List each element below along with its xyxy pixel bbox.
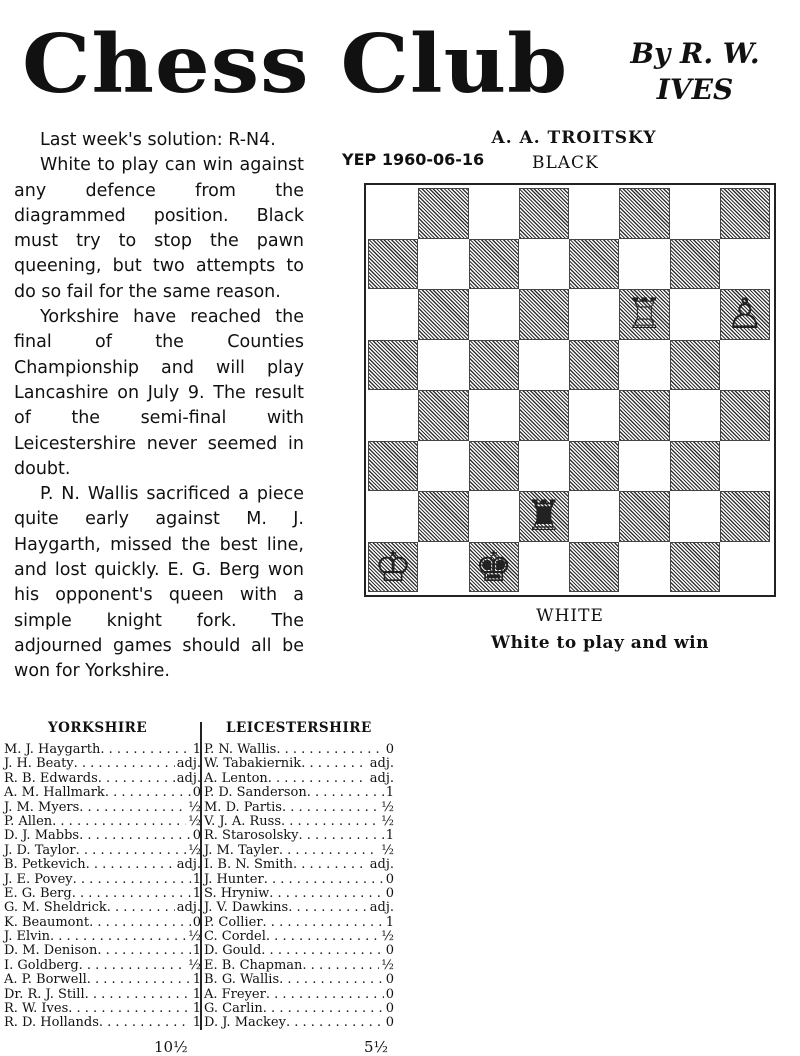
board-square bbox=[469, 441, 519, 492]
article-paragraph: P. N. Wallis sacrificed a piece quite early against M. J. Haygarth, missed the best line, and lost quickly. E. G. Berg won his opponent's queen with a simple knight fork. The adjourned games should all be won for Yorkshire. bbox=[14, 484, 304, 682]
board-square bbox=[619, 239, 669, 290]
leader-dots bbox=[79, 801, 186, 815]
result-row bbox=[4, 873, 201, 887]
board-square bbox=[720, 289, 770, 340]
player-score: 0 bbox=[385, 871, 394, 887]
leader-dots bbox=[72, 887, 191, 901]
board-square bbox=[368, 188, 418, 239]
byline bbox=[600, 36, 790, 108]
board-square bbox=[569, 340, 619, 391]
board-square bbox=[368, 390, 418, 441]
board-square bbox=[469, 390, 519, 441]
leader-dots bbox=[279, 973, 384, 987]
result-row bbox=[204, 1016, 394, 1030]
board-square bbox=[569, 441, 619, 492]
result-row bbox=[4, 858, 201, 872]
result-row bbox=[4, 901, 201, 915]
player-name: C. Cordel bbox=[204, 929, 266, 945]
board-square bbox=[519, 239, 569, 290]
player-name: J. M. Tayler bbox=[204, 842, 279, 858]
player-name: J. D. Taylor bbox=[4, 842, 76, 858]
leader-dots bbox=[100, 743, 190, 757]
result-row bbox=[204, 844, 394, 858]
player-name: J. Elvin bbox=[4, 929, 50, 945]
right-team-heading: LEICESTERSHIRE bbox=[226, 720, 372, 736]
result-row bbox=[204, 801, 394, 815]
player-score: adj. bbox=[176, 756, 201, 772]
result-row bbox=[4, 1016, 201, 1030]
result-row bbox=[204, 772, 394, 786]
leader-dots bbox=[264, 873, 384, 887]
board-square bbox=[720, 239, 770, 290]
board-square bbox=[469, 340, 519, 391]
board-square bbox=[418, 289, 468, 340]
result-row bbox=[204, 973, 394, 987]
result-row bbox=[204, 815, 394, 829]
player-name: K. Beaumont bbox=[4, 914, 90, 930]
result-row bbox=[4, 988, 201, 1002]
black-rook-icon: ♜ bbox=[525, 491, 563, 541]
result-row bbox=[204, 829, 394, 843]
result-row bbox=[4, 1002, 201, 1016]
column-article bbox=[14, 128, 304, 685]
board-square bbox=[670, 542, 720, 593]
leader-dots bbox=[85, 988, 191, 1002]
result-row bbox=[4, 959, 201, 973]
player-name: R. B. Edwards bbox=[4, 770, 98, 786]
result-row bbox=[4, 916, 201, 930]
leader-dots bbox=[68, 1002, 190, 1016]
board-square bbox=[418, 491, 468, 542]
leader-dots bbox=[268, 772, 368, 786]
player-score: adj. bbox=[176, 857, 201, 873]
player-name: J. V. Dawkins bbox=[204, 900, 289, 916]
board-square bbox=[569, 542, 619, 593]
leader-dots bbox=[52, 815, 186, 829]
player-name: J. Hunter bbox=[204, 871, 264, 887]
board-square bbox=[670, 239, 720, 290]
board-square bbox=[619, 441, 669, 492]
board-square bbox=[368, 441, 418, 492]
player-name: R. W. Ives bbox=[4, 1001, 69, 1017]
white-side-label: WHITE bbox=[536, 606, 604, 626]
player-name: M. J. Haygarth bbox=[4, 742, 101, 757]
board-square bbox=[418, 340, 468, 391]
result-row bbox=[4, 930, 201, 944]
player-name: G. Carlin bbox=[204, 1001, 263, 1017]
leader-dots bbox=[79, 829, 191, 843]
player-score: 1 bbox=[192, 885, 201, 901]
leader-dots bbox=[76, 844, 187, 858]
result-row bbox=[204, 988, 394, 1002]
player-name: J. M. Myers bbox=[4, 799, 80, 815]
player-score: 1 bbox=[192, 1015, 201, 1031]
player-name: B. Petkevich bbox=[4, 857, 86, 873]
leader-dots bbox=[281, 815, 379, 829]
player-score: 0 bbox=[385, 885, 394, 901]
board-square bbox=[469, 239, 519, 290]
board-square bbox=[418, 239, 468, 290]
player-score: 0 bbox=[385, 986, 394, 1002]
player-score: 0 bbox=[385, 1015, 394, 1031]
result-row bbox=[204, 743, 394, 757]
player-score: ½ bbox=[188, 813, 201, 829]
player-score: ½ bbox=[381, 929, 394, 945]
board-square bbox=[519, 289, 569, 340]
leader-dots bbox=[263, 1002, 384, 1016]
leader-dots bbox=[74, 757, 175, 771]
board-square bbox=[619, 390, 669, 441]
problem-caption: White to play and win bbox=[491, 633, 709, 653]
player-score: 0 bbox=[192, 785, 201, 801]
result-row bbox=[4, 944, 201, 958]
player-score: 0 bbox=[192, 828, 201, 844]
player-score: ½ bbox=[188, 957, 201, 973]
archive-stamp: YEP 1960-06-16 bbox=[342, 150, 485, 169]
left-team-list bbox=[4, 743, 201, 1031]
player-score: adj. bbox=[369, 857, 394, 873]
player-score: adj. bbox=[369, 756, 394, 772]
result-row bbox=[4, 829, 201, 843]
board-square bbox=[519, 390, 569, 441]
result-row bbox=[4, 844, 201, 858]
leader-dots bbox=[299, 829, 384, 843]
player-name: P. D. Sanderson bbox=[204, 785, 307, 801]
board-square bbox=[469, 289, 519, 340]
masthead-title: Chess Club bbox=[22, 16, 569, 112]
leader-dots bbox=[98, 772, 175, 786]
result-row bbox=[204, 887, 394, 901]
player-score: adj. bbox=[369, 770, 394, 786]
player-score: 1 bbox=[385, 785, 394, 801]
player-score: ½ bbox=[381, 813, 394, 829]
player-name: D. J. Mackey bbox=[204, 1015, 286, 1031]
player-name: Dr. R. J. Still bbox=[4, 986, 85, 1002]
player-name: P. N. Wallis bbox=[204, 742, 277, 757]
leader-dots bbox=[97, 944, 190, 958]
player-name: A. P. Borwell bbox=[4, 972, 87, 988]
player-name: A. Freyer bbox=[204, 986, 266, 1002]
player-score: 1 bbox=[192, 871, 201, 887]
result-row bbox=[4, 973, 201, 987]
board-square bbox=[368, 239, 418, 290]
white-rook-icon: ♖ bbox=[625, 289, 664, 339]
board-square bbox=[519, 542, 569, 593]
result-row bbox=[204, 944, 394, 958]
result-row bbox=[204, 1002, 394, 1016]
player-score: adj. bbox=[176, 770, 201, 786]
left-team-heading: YORKSHIRE bbox=[48, 720, 148, 736]
result-row bbox=[204, 786, 394, 800]
player-name: B. G. Wallis bbox=[204, 972, 280, 988]
board-square bbox=[418, 542, 468, 593]
leader-dots bbox=[266, 988, 384, 1002]
board-square bbox=[519, 340, 569, 391]
leader-dots bbox=[276, 743, 383, 757]
leader-dots bbox=[282, 801, 379, 815]
player-name: E. B. Chapman bbox=[204, 957, 303, 973]
board-square bbox=[619, 542, 669, 593]
player-name: R. D. Hollands bbox=[4, 1015, 99, 1031]
player-score: 0 bbox=[192, 914, 201, 930]
result-row bbox=[204, 858, 394, 872]
player-score: 0 bbox=[385, 1001, 394, 1017]
board-square bbox=[569, 491, 619, 542]
player-score: ½ bbox=[188, 799, 201, 815]
player-score: ½ bbox=[381, 957, 394, 973]
white-pawn-icon: ♙ bbox=[726, 289, 764, 339]
byline-line-1: By R. W. bbox=[630, 37, 760, 70]
board-square bbox=[469, 491, 519, 542]
leader-dots bbox=[79, 959, 187, 973]
player-score: 1 bbox=[192, 1001, 201, 1017]
result-row bbox=[204, 901, 394, 915]
board-square bbox=[720, 441, 770, 492]
board-square bbox=[368, 491, 418, 542]
player-score: adj. bbox=[369, 900, 394, 916]
player-score: ½ bbox=[188, 929, 201, 945]
board-square bbox=[670, 340, 720, 391]
result-row bbox=[4, 815, 201, 829]
black-king-icon: ♚ bbox=[474, 541, 513, 591]
board-square bbox=[670, 289, 720, 340]
result-row bbox=[4, 786, 201, 800]
board-square bbox=[418, 441, 468, 492]
player-score: 0 bbox=[385, 742, 394, 757]
board-square bbox=[619, 289, 669, 340]
player-score: 1 bbox=[192, 972, 201, 988]
leader-dots bbox=[261, 944, 383, 958]
leader-dots bbox=[86, 858, 175, 872]
board-square bbox=[670, 441, 720, 492]
leader-dots bbox=[50, 930, 186, 944]
leader-dots bbox=[105, 786, 191, 800]
leader-dots bbox=[263, 916, 384, 930]
player-name: D. Gould bbox=[204, 943, 262, 959]
result-row bbox=[4, 772, 201, 786]
chess-board bbox=[368, 188, 770, 592]
player-name: V. J. A. Russ bbox=[204, 813, 282, 829]
player-score: 0 bbox=[385, 972, 394, 988]
leader-dots bbox=[266, 930, 379, 944]
result-row bbox=[204, 916, 394, 930]
right-team-list bbox=[204, 743, 394, 1031]
player-score: ½ bbox=[188, 842, 201, 858]
board-square bbox=[569, 188, 619, 239]
board-square bbox=[569, 390, 619, 441]
article-paragraph: White to play can win against any defence from the diagrammed position. Black must try to stop the pawn queening, but two attempts to do so fail for the same reason. bbox=[14, 155, 304, 302]
board-square bbox=[720, 188, 770, 239]
player-name: J. H. Beaty bbox=[4, 756, 74, 772]
leader-dots bbox=[87, 973, 191, 987]
result-row bbox=[204, 959, 394, 973]
board-square bbox=[670, 491, 720, 542]
player-name: G. M. Sheldrick bbox=[4, 900, 107, 916]
player-score: 1 bbox=[385, 828, 394, 844]
problem-composer: A. A. TROITSKY bbox=[491, 128, 657, 148]
leader-dots bbox=[73, 873, 191, 887]
leader-dots bbox=[301, 757, 368, 771]
board-square bbox=[670, 390, 720, 441]
player-score: 1 bbox=[192, 943, 201, 959]
leader-dots bbox=[279, 844, 380, 858]
player-name: J. E. Povey bbox=[4, 871, 73, 887]
board-square bbox=[418, 188, 468, 239]
result-row bbox=[4, 887, 201, 901]
board-square bbox=[469, 542, 519, 593]
board-square bbox=[720, 491, 770, 542]
player-name: P. Collier bbox=[204, 914, 263, 930]
player-name: I. B. N. Smith bbox=[204, 857, 294, 873]
white-king-icon: ♔ bbox=[374, 541, 412, 591]
player-name: W. Tabakiernik bbox=[204, 756, 302, 772]
board-square bbox=[619, 340, 669, 391]
result-row bbox=[4, 801, 201, 815]
player-name: M. D. Partis bbox=[204, 799, 282, 815]
leader-dots bbox=[107, 901, 175, 915]
player-name: P. Allen bbox=[4, 813, 53, 829]
board-square bbox=[418, 390, 468, 441]
player-name: D. M. Denison bbox=[4, 943, 98, 959]
board-square bbox=[619, 491, 669, 542]
board-square bbox=[519, 491, 569, 542]
player-name: E. G. Berg bbox=[4, 885, 72, 901]
player-name: D. J. Mabbs bbox=[4, 828, 80, 844]
byline-line-2: IVES bbox=[656, 73, 734, 106]
player-score: 1 bbox=[192, 742, 201, 757]
leader-dots bbox=[288, 901, 368, 915]
player-score: 0 bbox=[385, 943, 394, 959]
board-square bbox=[569, 289, 619, 340]
article-paragraph: Last week's solution: R-N4. bbox=[40, 130, 276, 150]
player-name: I. Goldberg bbox=[4, 957, 79, 973]
player-name: A. Lenton bbox=[204, 770, 268, 786]
player-score: adj. bbox=[176, 900, 201, 916]
board-square bbox=[720, 390, 770, 441]
board-square bbox=[720, 340, 770, 391]
board-square bbox=[519, 188, 569, 239]
player-name: R. Starosolsky bbox=[204, 828, 299, 844]
leader-dots bbox=[269, 887, 383, 901]
player-score: ½ bbox=[381, 799, 394, 815]
leader-dots bbox=[99, 1016, 191, 1030]
result-row bbox=[204, 757, 394, 771]
result-row bbox=[4, 757, 201, 771]
board-square bbox=[720, 542, 770, 593]
result-row bbox=[204, 873, 394, 887]
board-square bbox=[368, 340, 418, 391]
leader-dots bbox=[89, 916, 191, 930]
board-square bbox=[368, 542, 418, 593]
board-square bbox=[619, 188, 669, 239]
leader-dots bbox=[293, 858, 368, 872]
player-name: A. M. Hallmark bbox=[4, 785, 105, 801]
article-paragraph: Yorkshire have reached the final of the Counties Championship and will play Lancashire on July 9. The result of the semi-final with Leicestershire never seemed in doubt. bbox=[14, 307, 304, 479]
left-team-total: 10½ bbox=[154, 1038, 188, 1056]
leader-dots bbox=[286, 1016, 384, 1030]
board-square bbox=[519, 441, 569, 492]
leader-dots bbox=[302, 959, 379, 973]
player-score: 1 bbox=[385, 914, 394, 930]
black-side-label: BLACK bbox=[532, 153, 599, 173]
board-square bbox=[569, 239, 619, 290]
player-score: 1 bbox=[192, 986, 201, 1002]
result-row bbox=[4, 743, 201, 757]
board-square bbox=[469, 188, 519, 239]
result-row bbox=[204, 930, 394, 944]
right-team-total: 5½ bbox=[364, 1038, 389, 1056]
leader-dots bbox=[307, 786, 384, 800]
board-square bbox=[670, 188, 720, 239]
board-square bbox=[368, 289, 418, 340]
player-name: S. Hryniw bbox=[204, 885, 270, 901]
player-score: ½ bbox=[381, 842, 394, 858]
